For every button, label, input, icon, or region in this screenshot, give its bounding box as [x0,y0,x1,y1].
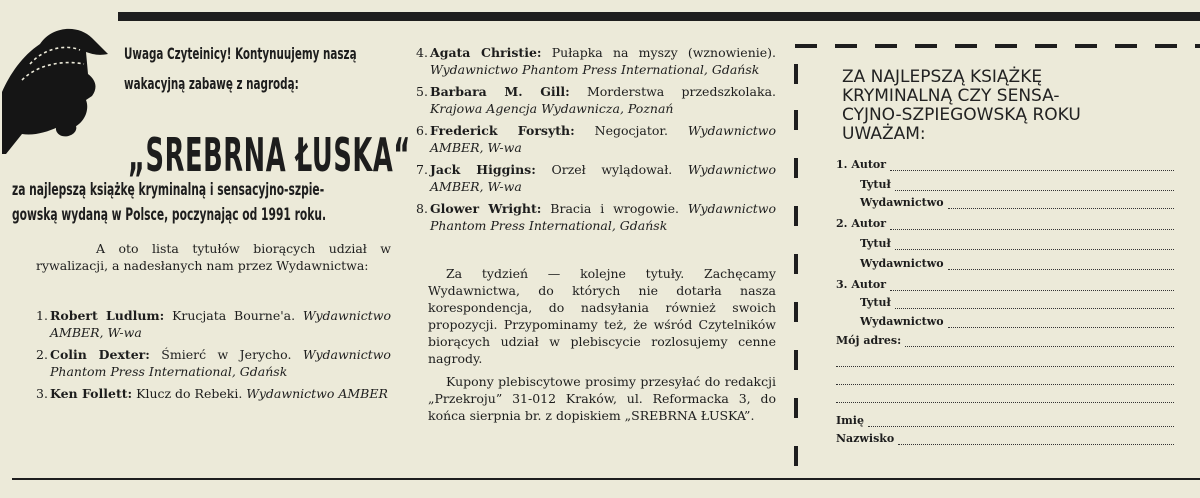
address-line-4[interactable] [836,389,1174,403]
book-list-column-1 [36,307,391,407]
coupon-border-segment [794,64,798,84]
page-title: „SREBRNA ŁUSKA“ [128,128,411,182]
publisher-2-field[interactable]: Wydawnictwo [860,256,1174,270]
coupon-border-segment [794,350,798,370]
list-item: 8. Glower Wright: Bracia i wrogowie. Wydawnictwo Phantom Press International, Gdańsk [416,201,776,233]
title-3-field[interactable]: Tytuł [860,295,1174,309]
address-field[interactable]: Mój adres: [836,333,1174,347]
list-item: 3. Ken Follett: Klucz do Rebeki. Wydawnictwo AMBER [36,386,388,401]
author-2-field[interactable]: 2. Autor [836,216,1174,230]
address-line-2[interactable] [836,353,1174,367]
last-name-field[interactable]: Nazwisko [836,431,1174,445]
paragraph-next-week: Za tydzień — kolejne tytuły. Zachęcamy Wydawnictwa, do których nie dotarła nasza korespondencja, do nadsyłania również swoich propozycji. Przypominamy też, że wśród Czytelników biorących udział w plebiscycie rozlosujemy cenne nagrody. [428,266,776,366]
list-item: 7. Jack Higgins: Orzeł wylądował. Wydawnictwo AMBER, W-wa [416,162,777,194]
intro-paragraph: A oto lista tytułów biorących udział w rywalizacji, a nadesłanych nam przez Wydawnictwa: [36,241,391,273]
top-rule [118,12,1200,21]
title-2-field[interactable]: Tytuł [860,236,1174,250]
coupon-dashed-border [795,44,1200,48]
book-list-column-2 [416,44,776,239]
subtitle-line-1: za najlepszą książkę kryminalną i sensacyjno-szpie- [12,180,325,200]
coupon-border-segment [794,206,798,226]
intro-line-2: wakacyjną zabawę z nagrodą: [124,74,299,93]
list-item: 1. Robert Ludlum: Krucjata Bourne'a. Wydawnictwo AMBER, W-wa [36,308,391,340]
bottom-rule [12,478,1200,480]
list-item: 2. Colin Dexter: Śmierć w Jerycho. Wydawnictwo Phantom Press International, Gdańsk [36,347,391,379]
coupon-border-segment [794,446,798,466]
subtitle-line-2: gowską wydaną w Polsce, poczynając od 1991 roku. [12,205,327,225]
publisher-3-field[interactable]: Wydawnictwo [860,314,1174,328]
address-line-3[interactable] [836,371,1174,385]
coupon-title: ZA NAJLEPSZĄ KSIĄŻKĘ KRYMINALNĄ CZY SENSA- CYJNO-SZPIEGOWSKĄ ROKU UWAŻAM: [842,67,1081,144]
first-name-field[interactable]: Imię [836,413,1174,427]
list-item: 4. Agata Christie: Pułapka na myszy (wznowienie). Wydawnictwo Phantom Press International, Gdańsk [416,45,776,77]
coupon-border-segment [794,302,798,322]
coupon-border-segment [794,254,798,274]
author-3-field[interactable]: 3. Autor [836,277,1174,291]
paragraph-send-coupons: Kupony plebiscytowe prosimy przesyłać do redakcji „Przekroju” 31-012 Kraków, ul. Reformacka 3, do końca sierpnia br. z dopiskiem „SREBRNA ŁUSKA”. [428,374,776,423]
coupon-border-segment [794,158,798,178]
title-1-field[interactable]: Tytuł [860,177,1174,191]
list-item: 5. Barbara M. Gill: Morderstwa przedszkolaka. Krajowa Agencja Wydawnicza, Poznań [416,84,776,116]
detective-silhouette-icon [0,14,115,164]
coupon-border-segment [794,110,798,130]
author-1-field[interactable]: 1. Autor [836,157,1174,171]
publisher-1-field[interactable]: Wydawnictwo [860,195,1174,209]
intro-line-1: Uwaga Czyteinicy! Kontynuujemy naszą [124,44,357,63]
list-item: 6. Frederick Forsyth: Negocjator. Wydawnictwo AMBER, W-wa [416,123,776,155]
coupon-border-segment [794,398,798,418]
